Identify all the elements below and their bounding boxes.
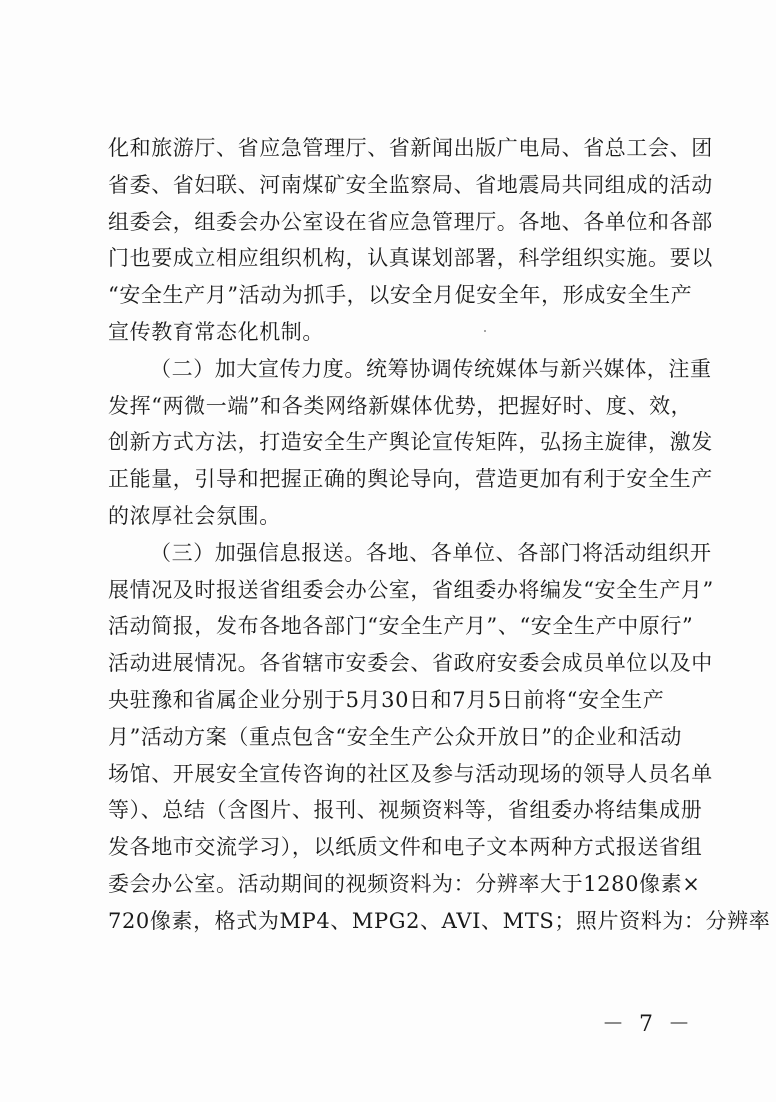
text-line: 组委会，组委会办公室设在省应急管理厅。各地、各单位和各部 [108, 209, 713, 234]
section-heading-line: （三）加强信息报送。各地、各单位、各部门将活动组织开 [150, 540, 712, 565]
body-text [108, 130, 771, 940]
text-line: 创新方式方法，打造安全生产舆论宣传矩阵，弘扬主旋律，激发 [108, 430, 713, 455]
text-line: 发挥“两微一端”和各类网络新媒体优势，把握好时、度、效， [108, 393, 693, 418]
text-line: 正能量，引导和把握正确的舆论导向，营造更加有利于安全生产 [108, 467, 713, 492]
text-line: 门也要成立相应组织机构，认真谋划部署，科学组织实施。要以 [108, 246, 713, 271]
scan-speck [484, 330, 486, 332]
text-line: 化和旅游厅、省应急管理厅、省新闻出版广电局、省总工会、团 [108, 136, 713, 160]
text-line: “安全生产月”活动为抓手，以安全月促安全年，形成安全生产 [108, 283, 693, 308]
text-line: 发各地市交流学习），以纸质文件和电子文本两种方式报送省组 [108, 835, 703, 860]
text-line: 央驻豫和省属企业分别于5月30日和7月5日前将“安全生产 [108, 687, 665, 712]
text-line: 等）、总结（含图片、报刊、视频资料等，省组委办将结集成册 [108, 798, 703, 823]
text-line: 活动进展情况。各省辖市安委会、省政府安委会成员单位以及中 [108, 651, 713, 676]
text-line: 宣传教育常态化机制。 [108, 319, 324, 344]
text-line: 委会办公室。活动期间的视频资料为：分辨率大于1280像素× [108, 871, 701, 896]
text-line: 活动简报，发布各地各部门“安全生产月”、“安全生产中原行” [108, 614, 694, 639]
text-line: 展情况及时报送省组委会办公室，省组委办将编发“安全生产月” [108, 577, 714, 602]
text-line: 720像素，格式为MP4、MPG2、AVI、MTS；照片资料为：分辨率 [108, 908, 771, 933]
text-line: 月”活动方案（重点包含“安全生产公众开放日”的企业和活动 [108, 724, 683, 749]
text-line: 省委、省妇联、河南煤矿安全监察局、省地震局共同组成的活动 [108, 172, 713, 197]
text-line: 的浓厚社会氛围。 [108, 503, 281, 528]
section-heading-line: （二）加大宣传力度。统筹协调传统媒体与新兴媒体，注重 [150, 356, 712, 381]
text-line: 场馆、开展安全宣传咨询的社区及参与活动现场的领导人员名单 [108, 761, 713, 786]
page-number: － 7 － [602, 1012, 694, 1037]
